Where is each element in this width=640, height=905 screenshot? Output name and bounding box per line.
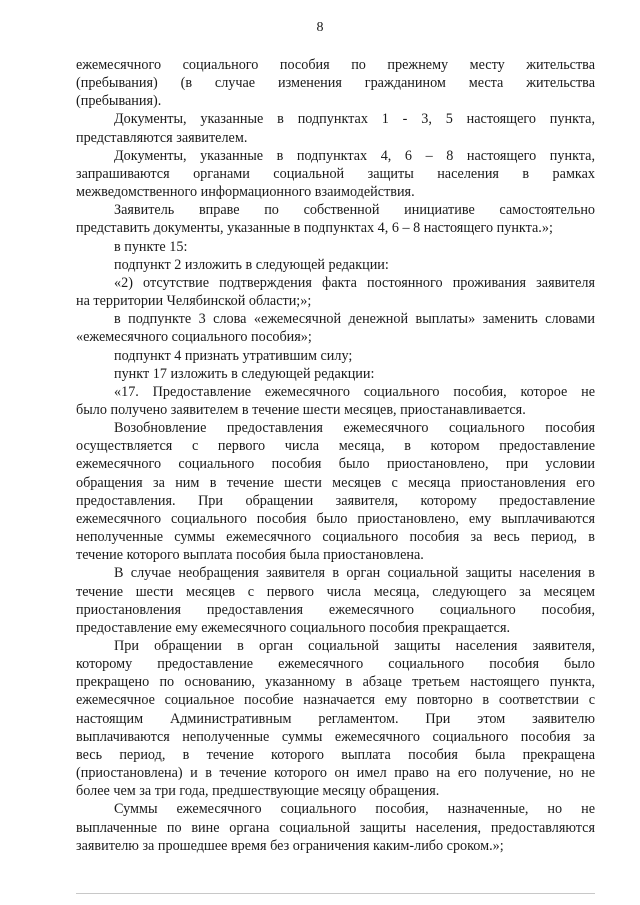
paragraph: ежемесячного социального пособия по прежнему месту жительства (пребывания) (в случае изменения гражданином места жительства (пребывания). — [76, 57, 595, 110]
footer-rule — [76, 893, 595, 894]
paragraph: пункт 17 изложить в следующей редакции: — [114, 365, 375, 382]
paragraph: в пункте 15: — [114, 238, 188, 255]
document-body — [76, 56, 595, 855]
paragraph: Суммы ежемесячного социального пособия, назначенные, но не выплаченные по вине органа социальной защиты населения, предоставляются заявителю за прошедшее время без ограничения каким-либо сроком.»; — [76, 801, 595, 854]
paragraph: в подпункте 3 слова «ежемесячной денежной выплаты» заменить словами «ежемесячного социального пособия»; — [76, 311, 595, 346]
paragraph: Документы, указанные в подпунктах 1 - 3, 5 настоящего пункта, представляются заявителем. — [76, 111, 595, 146]
paragraph: Заявитель вправе по собственной инициативе самостоятельно представить документы, указанные в подпунктах 4, 6 – 8 настоящего пункта.»; — [76, 202, 595, 237]
paragraph: Возобновление предоставления ежемесячного социального пособия осуществляется с первого числа месяца, в котором предоставление ежемесячного социального пособия было приостановлено, при условии обращения за ним в течение шести месяцев с месяца приостановления его предоставления. При обращении заявителя, которому предоставление ежемесячного социального пособия было приостановлено, ему выплачиваются неполученные суммы ежемесячного социального пособия за весь период, в течение которого выплата пособия была приостановлена. — [76, 420, 595, 564]
paragraph: «17. Предоставление ежемесячного социального пособия, которое не было получено заявителем в течение шести месяцев, приостанавливается. — [76, 383, 595, 418]
paragraph: При обращении в орган социальной защиты населения заявителя, которому предоставление ежемесячного социального пособия было прекращено по основанию, указанному в абзаце третьем настоящего пункта, ежемесячное социальное пособие назначается ему повторно в соответствии с настоящим Административным регламентом. При этом заявителю выплачиваются неполученные суммы ежемесячного социального пособия за весь период, в течение которого выплата пособия была прекращена (приостановлена) и в течение которого он имел право на его получение, но не более чем за три года, предшествующие месяцу обращения. — [76, 638, 595, 800]
paragraph: подпункт 4 признать утратившим силу; — [114, 347, 353, 364]
page-number: 8 — [316, 20, 324, 35]
paragraph: подпункт 2 изложить в следующей редакции: — [114, 256, 389, 273]
paragraph: «2) отсутствие подтверждения факта постоянного проживания заявителя на территории Челябинской области;»; — [76, 274, 595, 310]
paragraph: В случае необращения заявителя в орган социальной защиты населения в течение шести месяцев с первого числа месяца, следующего за месяцем приостановления предоставления ежемесячного социального пособия, предоставление ему ежемесячного социального пособия прекращается. — [76, 565, 595, 636]
paragraph: Документы, указанные в подпунктах 4, 6 – 8 настоящего пункта, запрашиваются органами социальной защиты населения в рамках межведомственного информационного взаимодействия. — [76, 147, 595, 201]
